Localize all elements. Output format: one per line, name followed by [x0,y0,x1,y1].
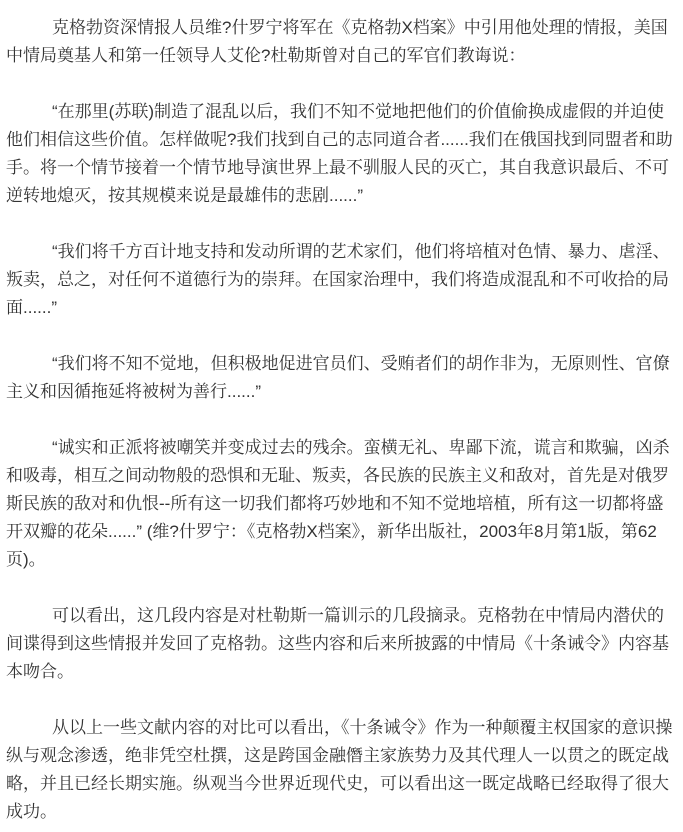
paragraph-commentary-2: 从以上一些文献内容的对比可以看出，《十条诫令》作为一种颠覆主权国家的意识操纵与观念渗透，绝非凭空杜撰，这是跨国金融僭主家族势力及其代理人一以贯之的既定战略，并且已经长期实施。纵观当今世界近现代史，可以看出这一既定战略已经取得了很大成功。 [6,718,673,821]
paragraph-commentary-1: 可以看出，这几段内容是对杜勒斯一篇训示的几段摘录。克格勃在中情局内潜伏的间谍得到这些情报并发回了克格勃。这些内容和后来所披露的中情局《十条诫令》内容基本吻合。 [6,606,669,681]
paragraph-quote-4-citation: “诚实和正派将被嘲笑并变成过去的残余。蛮横无礼、卑鄙下流，谎言和欺骗，凶杀和吸毒，相互之间动物般的恐惧和无耻、叛卖，各民族的民族主义和敌对，首先是对俄罗斯民族的敌对和仇恨--所有这一切我们都将巧妙地和不知不觉地培植，所有这一切都将盛开双瓣的花朵......” (维?什罗宁：《克格勃X档案》，新华出版社，2003年8月第1版，第62页)。 [6,438,670,569]
paragraph-intro: 克格勃资深情报人员维?什罗宁将军在《克格勃X档案》中引用他处理的情报，美国中情局奠基人和第一任领导人艾伦?杜勒斯曾对自己的军官们教诲说： [6,18,668,65]
paragraph-quote-1: “在那里(苏联)制造了混乱以后，我们不知不觉地把他们的价值偷换成虚假的并迫使他们相信这些价值。怎样做呢?我们找到自己的志同道合者......我们在俄国找到同盟者和助手。将一个情节接着一个情节地导演世界上最不驯服人民的灭亡，其自我意识最后、不可逆转地熄灭，按其规模来说是最雄伟的悲剧......” [6,102,673,205]
paragraph-quote-2: “我们将千方百计地支持和发动所谓的艺术家们，他们将培植对色情、暴力、虐淫、叛卖，总之，对任何不道德行为的崇拜。在国家治理中，我们将造成混乱和不可收拾的局面......” [6,242,670,317]
paragraph-quote-3: “我们将不知不觉地，但积极地促进官员们、受贿者们的胡作非为，无原则性、官僚主义和因循拖延将被树为善行......” [6,354,670,401]
